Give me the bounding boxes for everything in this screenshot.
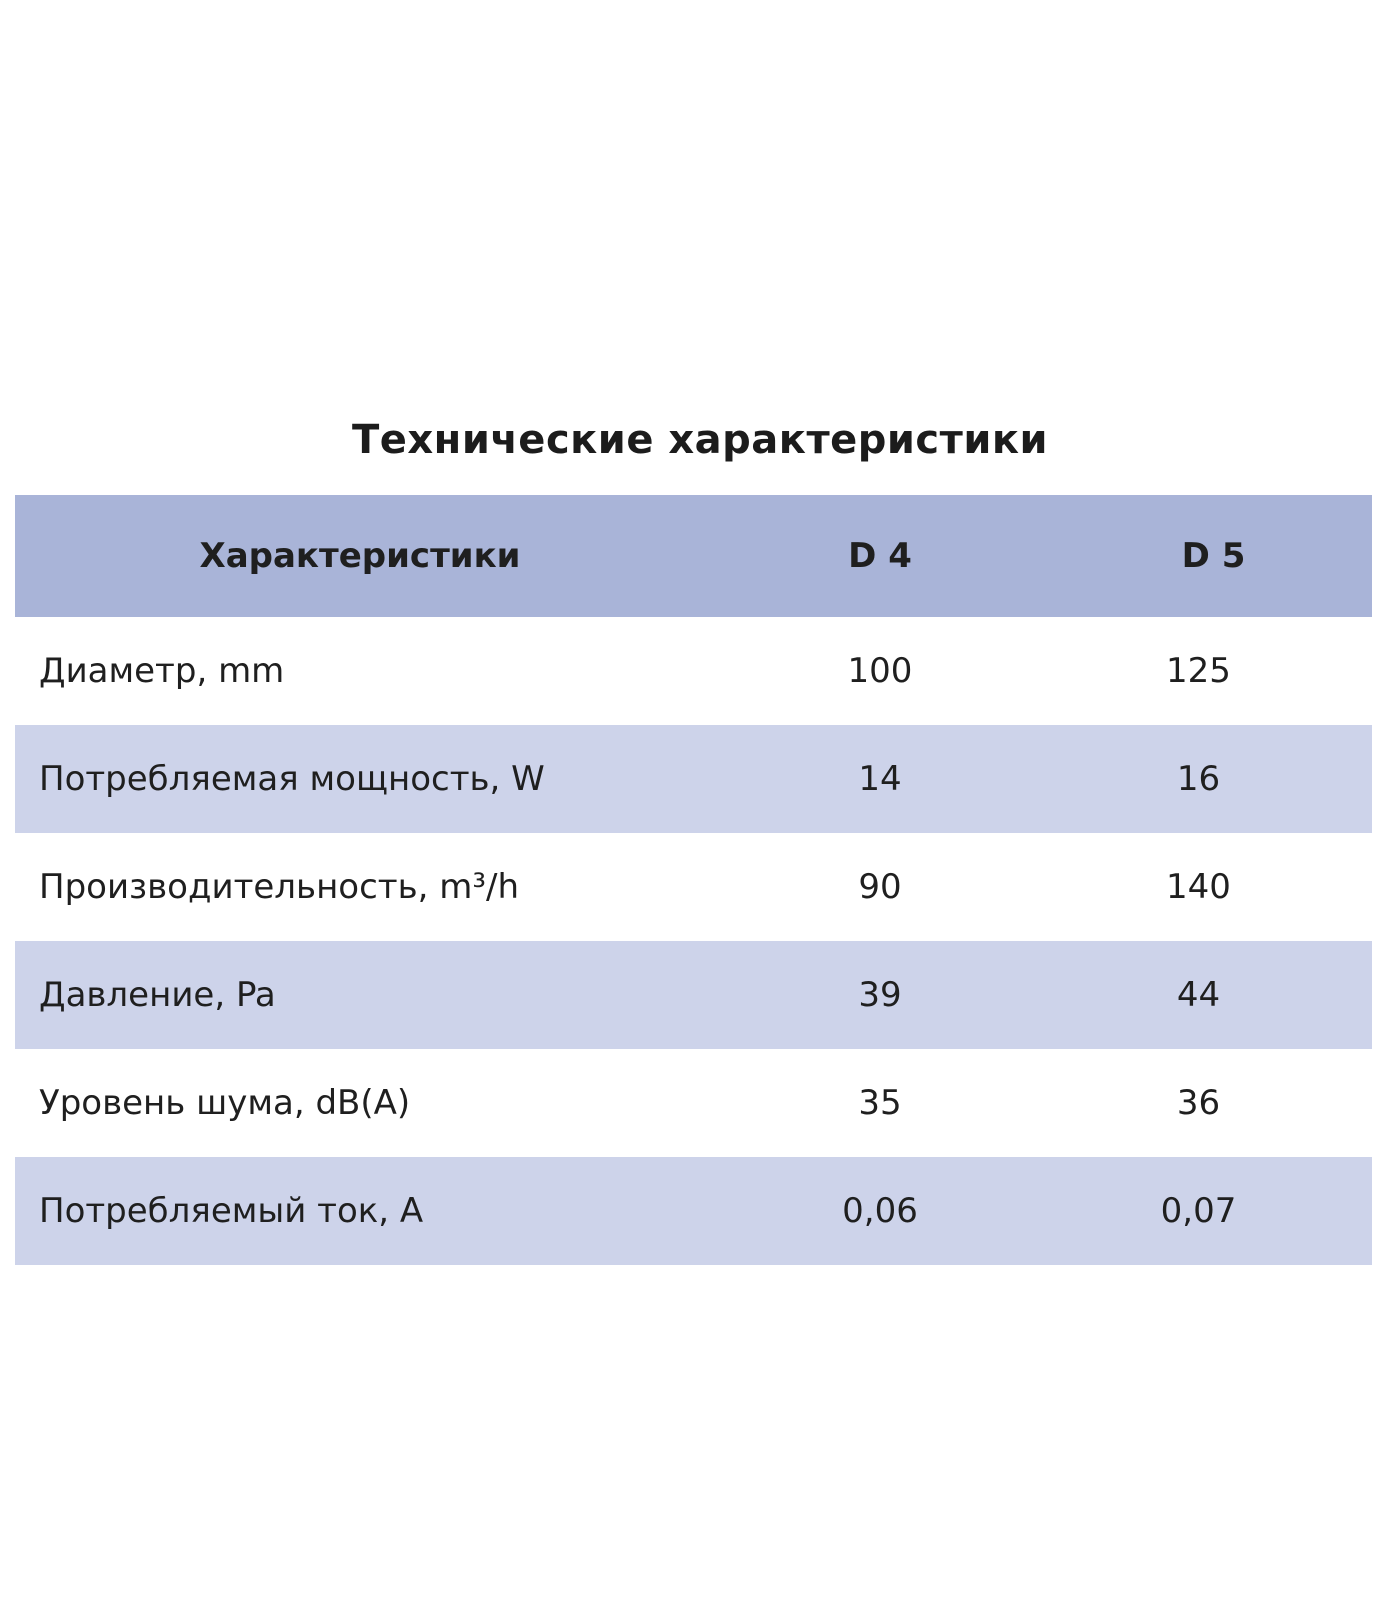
table-row [15, 1049, 1372, 1157]
table-row [15, 941, 1372, 1049]
cell-d4: 39 [858, 975, 902, 1015]
row-label: Давление, Pa [39, 975, 276, 1015]
cell-d5: 140 [1166, 867, 1231, 907]
row-label: Диаметр, mm [39, 651, 285, 691]
cell-d5: 44 [1176, 975, 1221, 1015]
row-label: Уровень шума, dB(A) [39, 1083, 411, 1123]
column-header-d5: D 5 [1181, 536, 1246, 576]
table-header-row [15, 495, 1372, 617]
row-label: Потребляемая мощность, W [39, 759, 545, 799]
cell-d4: 0,06 [842, 1191, 918, 1231]
cell-d4: 90 [858, 867, 902, 907]
cell-d4: 35 [858, 1083, 902, 1123]
table-row [15, 617, 1372, 725]
cell-d4: 14 [858, 759, 902, 799]
cell-d5: 0,07 [1160, 1191, 1237, 1231]
column-header-d4: D 4 [848, 536, 912, 576]
specifications-table [15, 495, 1372, 1265]
column-header-characteristics: Характеристики [199, 536, 521, 576]
row-label: Производительность, m³/h [39, 867, 520, 907]
page-title: Технические характеристики [351, 417, 1049, 463]
cell-d4: 100 [847, 651, 913, 691]
table-row [15, 1157, 1372, 1265]
table-row [15, 725, 1372, 833]
row-label: Потребляемый ток, А [39, 1191, 424, 1231]
table-row [15, 833, 1372, 941]
cell-d5: 125 [1166, 651, 1231, 691]
cell-d5: 16 [1176, 759, 1221, 799]
cell-d5: 36 [1176, 1083, 1221, 1123]
